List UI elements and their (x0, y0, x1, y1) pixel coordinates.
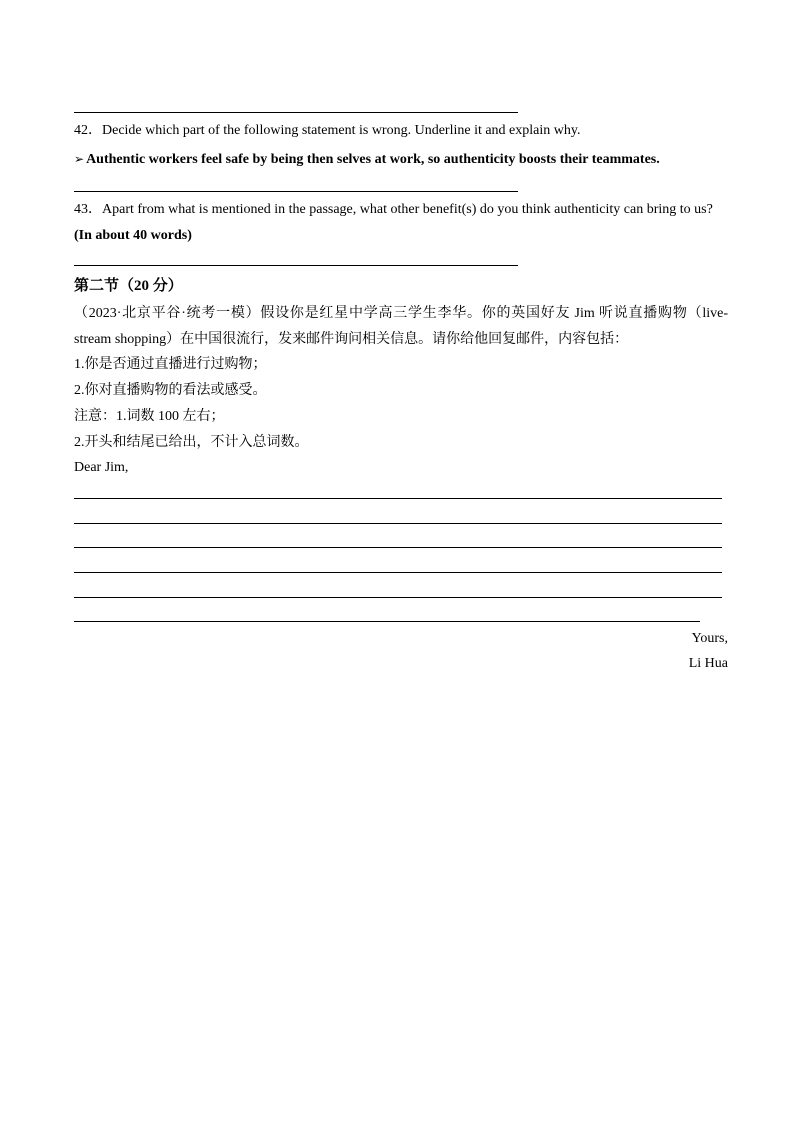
question-43-prompt (74, 200, 713, 220)
section-2-item-1: 1.你是否通过直播进行过购物； (74, 357, 267, 372)
answer-line-43 (74, 265, 518, 266)
letter-signature: Li Hua (688, 656, 728, 671)
question-42-statement-text: Authentic workers feel safe by being then selves at work, so authenticity boosts their teammates. (86, 152, 660, 167)
writing-line (74, 621, 700, 622)
arrow-bullet-icon: ➢ (74, 152, 85, 166)
question-42-number: 42． (74, 123, 102, 138)
letter-closing: Yours, (691, 631, 728, 646)
answer-line-42 (74, 191, 518, 192)
question-43-number: 43． (74, 202, 102, 217)
section-2-intro-line-2: stream shopping）在中国很流行，发来邮件询问相关信息。请你给他回复邮件，内容包括： (74, 332, 629, 347)
question-42-prompt (74, 121, 580, 141)
question-43-text: Apart from what is mentioned in the passage, what other benefit(s) do you think authenticity can bring to us? (102, 202, 713, 217)
writing-line (74, 523, 722, 524)
writing-line (74, 547, 722, 548)
section-2-heading: 第二节（20 分） (74, 278, 183, 294)
question-42-statement (74, 149, 660, 170)
letter-salutation: Dear Jim, (74, 460, 129, 475)
section-2-intro-line-1: （2023·北京平谷·统考一模）假设你是红星中学高三学生李华。你的英国好友 Jim 听说直播购物（live- (74, 306, 728, 321)
section-2-note-1: 注意：1.词数 100 左右； (74, 409, 225, 424)
section-2-item-2: 2.你对直播购物的看法或感受。 (74, 383, 267, 398)
writing-line (74, 498, 722, 499)
question-43-word-limit: (In about 40 words) (74, 228, 192, 243)
writing-line (74, 572, 722, 573)
answer-line-41 (74, 112, 518, 113)
section-2-note-2: 2.开头和结尾已给出，不计入总词数。 (74, 435, 309, 450)
question-42-text: Decide which part of the following statement is wrong. Underline it and explain why. (102, 123, 581, 138)
writing-line (74, 597, 722, 598)
